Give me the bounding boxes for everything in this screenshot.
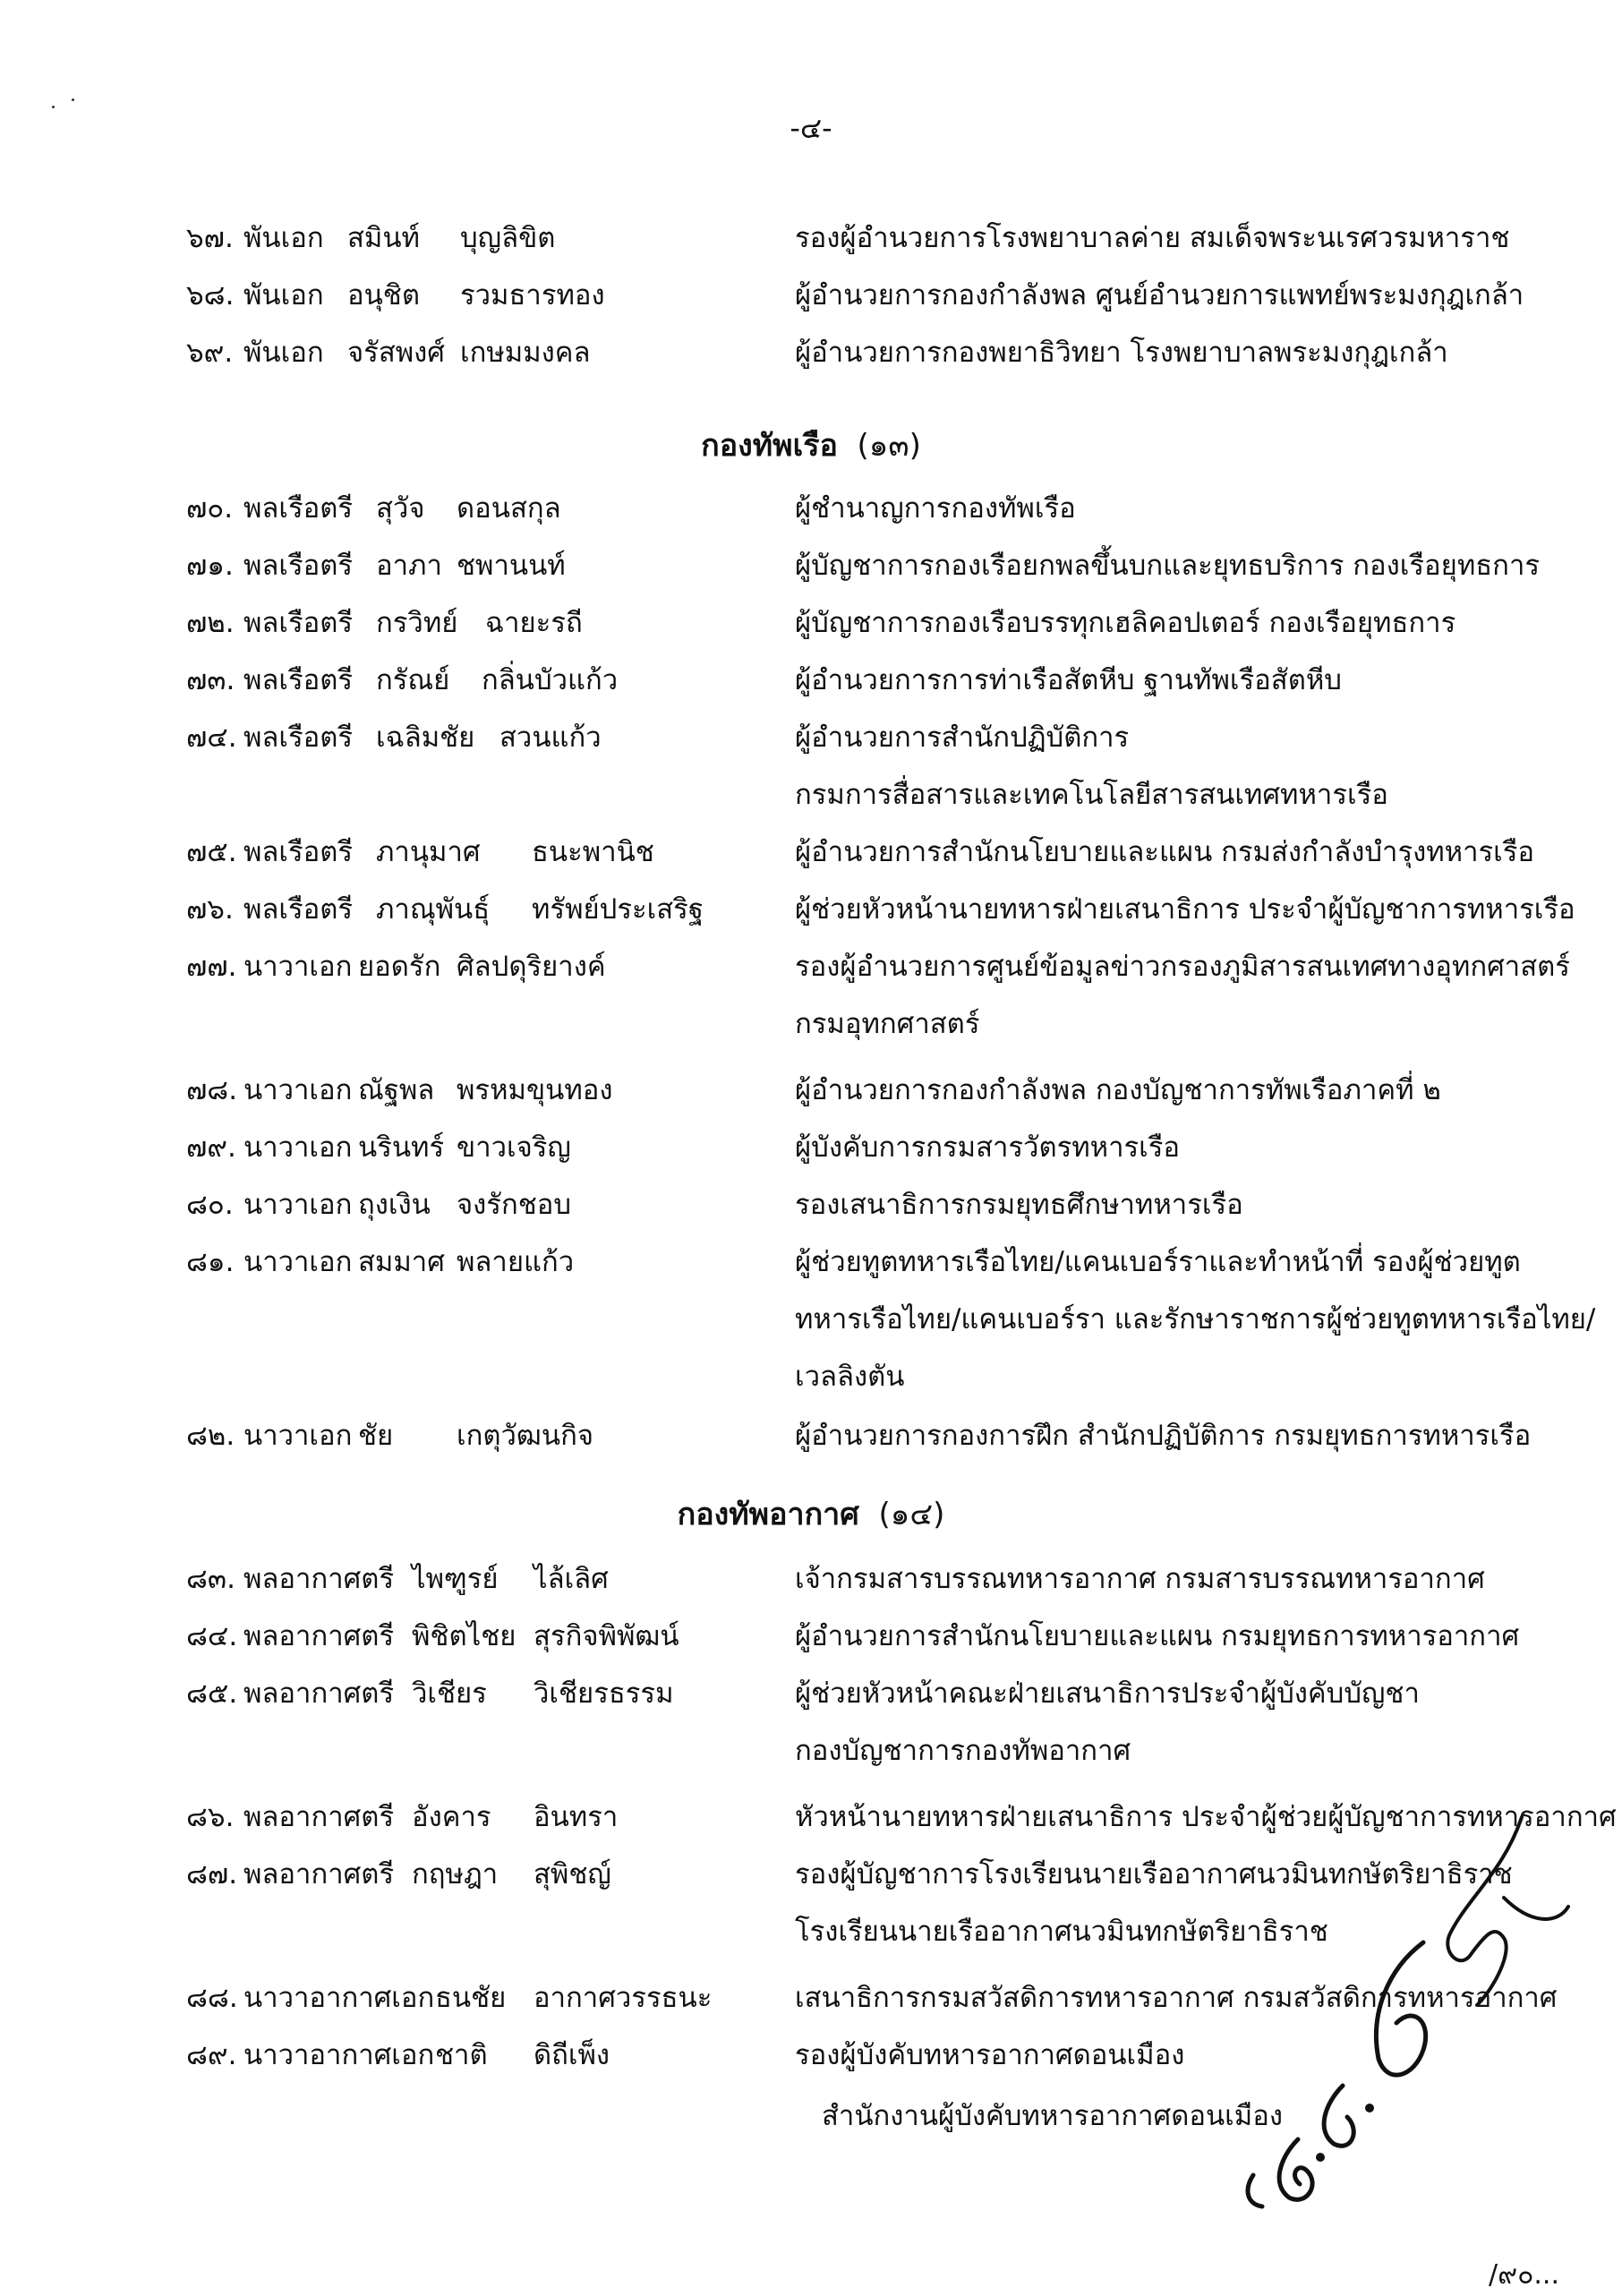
rank: พลเรือตรี (243, 893, 354, 926)
position-title-line2: ทหารเรือไทย/แคนเบอร์รา และรักษาราชการผู้ช่วยทูตทหารเรือไทย/ (795, 1303, 1596, 1336)
position-title: ผู้อำนวยการสำนักปฏิบัติการ (795, 721, 1130, 754)
position-title-line3: เวลลิงตัน (795, 1361, 905, 1393)
last-name: ฉายะรถี (485, 607, 583, 639)
last-name: อินทรา (534, 1801, 619, 1833)
item-number: ๘๘. (186, 1982, 238, 2014)
last-name: ธนะพานิช (532, 836, 654, 868)
last-name: เกษมมงคล (460, 337, 591, 369)
rank: พันเอก (243, 222, 324, 254)
first-name: ถุงเงิน (358, 1189, 431, 1221)
handwritten-signature (1235, 1790, 1575, 2211)
rank: พลอากาศตรี (243, 1620, 395, 1652)
list-item (0, 1122, 1622, 1173)
rank: พันเอก (243, 337, 324, 369)
last-name: เกตุวัฒนกิจ (457, 1420, 594, 1452)
last-name: พรหมขุนทอง (457, 1074, 613, 1106)
list-item (0, 541, 1622, 591)
position-title: ผู้บัญชาการกองเรือยกพลขึ้นบกและยุทธบริการ กองเรือยุทธการ (795, 550, 1541, 582)
position-title-line2: กรมอุทกศาสตร์ (795, 1008, 980, 1040)
last-name: สวนแก้ว (499, 721, 602, 754)
last-name: สุพิชญ์ (534, 1858, 611, 1891)
item-number: ๗๙. (186, 1131, 236, 1164)
item-number: ๘๑. (186, 1246, 235, 1278)
list-item (0, 1065, 1622, 1115)
list-item (0, 1180, 1622, 1230)
list-item-continuation (0, 770, 1622, 820)
rank: พลอากาศตรี (243, 1858, 395, 1891)
position-title-line2: โรงเรียนนายเรืออากาศนวมินทกษัตริยาธิราช (795, 1916, 1328, 1948)
last-name: ศิลปดุริยางค์ (457, 951, 606, 983)
position-title: ผู้ชำนาญการกองทัพเรือ (795, 492, 1076, 525)
list-item (0, 1611, 1622, 1661)
last-name: วิเชียรธรรม (534, 1677, 674, 1710)
last-name: ไล้เลิศ (534, 1563, 609, 1595)
first-name: สุวัจ (376, 492, 425, 525)
item-number: ๘๔. (186, 1620, 238, 1652)
item-number: ๗๗. (186, 951, 237, 983)
first-name: ชาติ (435, 2039, 488, 2071)
position-title: ผู้อำนวยการกองกำลังพล ศูนย์อำนวยการแพทย์พระมงกุฎเกล้า (795, 279, 1524, 312)
item-number: ๗๒. (186, 607, 235, 639)
item-number: ๗๖. (186, 893, 234, 926)
list-item (0, 884, 1622, 935)
position-title: ผู้อำนวยการกองการฝึก สำนักปฏิบัติการ กรมยุทธการทหารเรือ (795, 1420, 1532, 1452)
speck (72, 98, 74, 101)
first-name: สมมาศ (358, 1246, 445, 1278)
rank: นาวาเอก (243, 1189, 353, 1221)
list-item (0, 598, 1622, 648)
last-name: พลายแก้ว (457, 1246, 575, 1278)
section-heading-airforce (0, 1489, 1622, 1540)
item-number: ๖๗. (186, 222, 234, 254)
list-item (0, 483, 1622, 533)
last-name: ทรัพย์ประเสริฐ (532, 893, 704, 926)
list-item (0, 328, 1622, 378)
position-title: ผู้บัญชาการกองเรือบรรทุกเฮลิคอปเตอร์ กองเรือยุทธการ (795, 607, 1456, 639)
rank: พลเรือตรี (243, 664, 354, 696)
list-item (0, 827, 1622, 877)
list-item (0, 1554, 1622, 1604)
last-name: บุญลิขิต (460, 222, 556, 254)
position-title: ผู้บังคับการกรมสารวัตรทหารเรือ (795, 1131, 1181, 1164)
item-number: ๗๑. (186, 550, 234, 582)
item-number: ๘๙. (186, 2039, 237, 2071)
list-item (0, 942, 1622, 992)
item-number: ๘๕. (186, 1677, 238, 1710)
first-name: ภานุมาศ (376, 836, 481, 868)
position-title: รองผู้อำนวยการศูนย์ข้อมูลข่าวกรองภูมิสารสนเทศทางอุทกศาสตร์ (795, 951, 1570, 983)
first-name: ธนชัย (435, 1982, 507, 2014)
last-name: จงรักชอบ (457, 1189, 572, 1221)
page-number: -๔- (790, 111, 832, 145)
rank: นาวาเอก (243, 1074, 353, 1106)
first-name: วิเชียร (412, 1677, 487, 1710)
first-name: อาภา (376, 550, 442, 582)
first-name: ณัฐพล (358, 1074, 435, 1106)
position-title: หัวหน้านายทหารฝ่ายเสนาธิการ ประจำผู้ช่วยผู้บัญชาการทหารอากาศ (795, 1801, 1617, 1833)
list-item (0, 270, 1622, 320)
first-name: กรัณย์ (376, 664, 450, 696)
position-title-line2: กรมการสื่อสารและเทคโนโลยีสารสนเทศทหารเรือ (795, 779, 1388, 811)
list-item (0, 655, 1622, 705)
rank: พลอากาศตรี (243, 1563, 395, 1595)
item-number: ๘๒. (186, 1420, 235, 1452)
position-title: ผู้ช่วยหัวหน้านายทหารฝ่ายเสนาธิการ ประจำผู้บัญชาการทหารเรือ (795, 893, 1575, 926)
last-name: สุรกิจพิพัฒน์ (534, 1620, 679, 1652)
list-item-continuation (0, 1726, 1622, 1776)
rank: นาวาเอก (243, 1420, 353, 1452)
rank: พลอากาศตรี (243, 1801, 395, 1833)
position-title: รองผู้บังคับทหารอากาศดอนเมือง (795, 2039, 1185, 2071)
item-number: ๖๙. (186, 337, 234, 369)
last-name: ดิถีเพ็ง (534, 2039, 610, 2071)
position-title: ผู้อำนวยการสำนักนโยบายและแผน กรมส่งกำลังบำรุงทหารเรือ (795, 836, 1535, 868)
section-title: กองทัพเรือ (701, 428, 838, 464)
rank: นาวาเอก (243, 951, 353, 983)
rank: นาวาเอก (243, 1246, 353, 1278)
first-name: ชัย (358, 1420, 394, 1452)
list-item-continuation (0, 1294, 1622, 1344)
list-item (0, 1237, 1622, 1287)
last-name: ชพานนท์ (457, 550, 566, 582)
first-name: พิชิตไชย (412, 1620, 516, 1652)
rank: นาวาอากาศเอก (243, 1982, 435, 2014)
position-title: ผู้ช่วยหัวหน้าคณะฝ่ายเสนาธิการประจำผู้บังคับบัญชา (795, 1677, 1420, 1710)
last-name: อากาศวรรธนะ (534, 1982, 713, 2014)
item-number: ๗๕. (186, 836, 237, 868)
first-name: กฤษฎา (412, 1858, 499, 1891)
rank: พลเรือตรี (243, 607, 354, 639)
list-item-continuation (0, 1352, 1622, 1402)
rank: พันเอก (243, 279, 324, 312)
first-name: ไพฑูรย์ (412, 1563, 499, 1595)
last-name: ขาวเจริญ (457, 1131, 571, 1164)
rank: พลเรือตรี (243, 550, 354, 582)
position-title: ผู้ช่วยทูตทหารเรือไทย/แคนเบอร์ราและทำหน้าที่ รองผู้ช่วยทูต (795, 1246, 1521, 1278)
position-title: รองเสนาธิการกรมยุทธศึกษาทหารเรือ (795, 1189, 1243, 1221)
list-item (0, 1669, 1622, 1719)
rank: พลเรือตรี (243, 836, 354, 868)
rank: นาวาอากาศเอก (243, 2039, 435, 2071)
continuation-reference: /๙๐... (1489, 2259, 1559, 2291)
item-number: ๖๘. (186, 279, 235, 312)
rank: นาวาเอก (243, 1131, 353, 1164)
item-number: ๗๘. (186, 1074, 238, 1106)
position-title-line2: สำนักงานผู้บังคับทหารอากาศดอนเมือง (822, 2100, 1283, 2132)
first-name: กรวิทย์ (376, 607, 458, 639)
item-number: ๗๐. (186, 492, 234, 525)
position-title: ผู้อำนวยการกองกำลังพล กองบัญชาการทัพเรือภาคที่ ๒ (795, 1074, 1441, 1106)
position-title: ผู้อำนวยการกองพยาธิวิทยา โรงพยาบาลพระมงกุฎเกล้า (795, 337, 1448, 369)
section-title: กองทัพอากาศ (677, 1497, 859, 1532)
list-item-continuation (0, 999, 1622, 1049)
last-name: กลิ่นบัวแก้ว (482, 664, 619, 696)
first-name: จรัสพงศ์ (347, 337, 445, 369)
position-title: เสนาธิการกรมสวัสดิการทหารอากาศ กรมสวัสดิการทหารอากาศ (795, 1982, 1558, 2014)
position-title: รองผู้อำนวยการโรงพยาบาลค่าย สมเด็จพระนเรศวรมหาราช (795, 222, 1510, 254)
first-name: ยอดรัก (358, 951, 441, 983)
position-title: ผู้อำนวยการสำนักนโยบายและแผน กรมยุทธการทหารอากาศ (795, 1620, 1520, 1652)
section-heading-navy (0, 421, 1622, 471)
list-item (0, 213, 1622, 263)
position-title: เจ้ากรมสารบรรณทหารอากาศ กรมสารบรรณทหารอากาศ (795, 1563, 1485, 1595)
section-count: (๑๓) (857, 428, 921, 464)
item-number: ๗๔. (186, 721, 237, 754)
first-name: อังคาร (412, 1801, 491, 1833)
section-count: (๑๔) (878, 1497, 945, 1532)
rank: พลเรือตรี (243, 492, 354, 525)
rank: พลเรือตรี (243, 721, 354, 754)
last-name: รวมธารทอง (460, 279, 605, 312)
first-name: ภาณุพันธุ์ (376, 893, 491, 926)
last-name: ดอนสกุล (457, 492, 561, 525)
position-title-line2: กองบัญชาการกองทัพอากาศ (795, 1735, 1131, 1767)
first-name: นรินทร์ (358, 1131, 445, 1164)
rank: พลอากาศตรี (243, 1677, 395, 1710)
item-number: ๘๖. (186, 1801, 235, 1833)
item-number: ๗๓. (186, 664, 235, 696)
item-number: ๘๗. (186, 1858, 238, 1891)
list-item (0, 1411, 1622, 1461)
position-title: ผู้อำนวยการการท่าเรือสัตหีบ ฐานทัพเรือสัตหีบ (795, 664, 1342, 696)
item-number: ๘๓. (186, 1563, 235, 1595)
position-title: รองผู้บัญชาการโรงเรียนนายเรืออากาศนวมินทกษัตริยาธิราช (795, 1858, 1513, 1891)
item-number: ๘๐. (186, 1189, 234, 1221)
first-name: สมินท์ (347, 222, 420, 254)
first-name: อนุชิต (347, 279, 420, 312)
first-name: เฉลิมชัย (376, 721, 475, 754)
list-item (0, 713, 1622, 763)
